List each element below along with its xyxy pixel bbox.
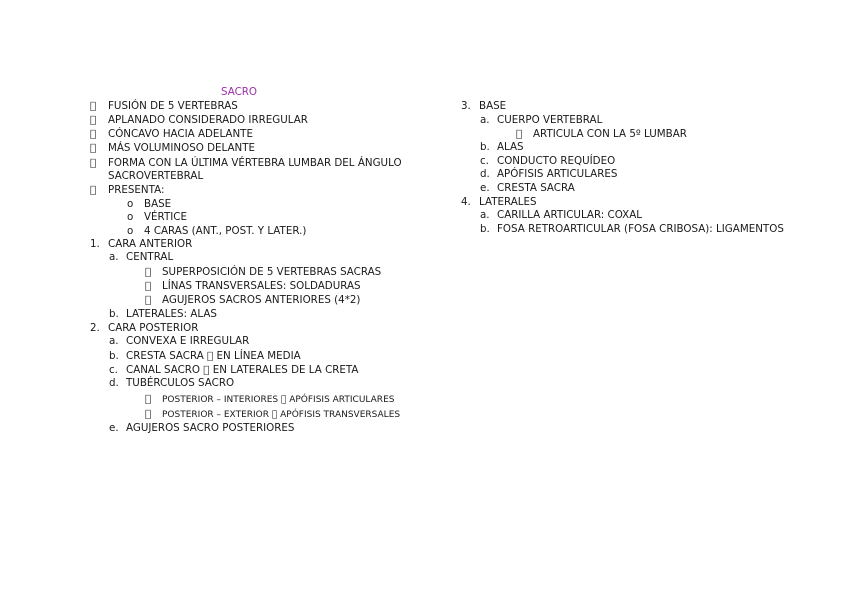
item-text: CRESTA SACRA xyxy=(497,182,575,194)
circle-marker: o xyxy=(127,198,134,210)
bullet-marker xyxy=(90,114,96,126)
item-letter: b. xyxy=(109,308,119,320)
sub-item-text: SUPERPOSICIÓN DE 5 VERTEBRAS SACRAS xyxy=(162,266,382,278)
circle-marker: o xyxy=(127,211,134,223)
bullet-marker xyxy=(145,408,151,420)
circle-marker: o xyxy=(127,225,134,237)
bullet-marker xyxy=(145,280,151,292)
sub-item-text: POSTERIOR – EXTERIOR APÓFISIS TRANSVERSALES xyxy=(162,410,392,420)
item-letter: a. xyxy=(480,114,490,126)
section-number: 1. xyxy=(90,238,100,250)
bullet-marker xyxy=(145,393,151,405)
item-letter: e. xyxy=(109,422,119,434)
presenta-item: BASE xyxy=(144,198,172,210)
item-letter: d. xyxy=(480,168,490,180)
presenta-item: 4 CARAS (ANT., POST. Y LATER.) xyxy=(144,225,307,237)
item-text: TUBÉRCULOS SACRO xyxy=(126,377,235,389)
item-text: CARILLA ARTICULAR: COXAL xyxy=(497,209,643,221)
sub-item-text: POSTERIOR – INTERIORES APÓFISIS ARTICULARES xyxy=(162,395,387,405)
bullet-marker xyxy=(90,184,96,196)
item-letter: e. xyxy=(480,182,490,194)
presenta-item: VÉRTICE xyxy=(144,211,187,223)
document-title: SACRO xyxy=(221,86,258,98)
item-text: APÓFISIS ARTICULARES xyxy=(497,168,618,180)
item-letter: a. xyxy=(109,335,119,347)
bullet-marker xyxy=(90,157,96,169)
sub-item-text: ARTICULA CON LA 5º LUMBAR xyxy=(533,128,687,140)
section-number: 3. xyxy=(461,100,471,112)
bullet-text: APLANADO CONSIDERADO IRREGULAR xyxy=(108,114,308,126)
bullet-text: CÓNCAVO HACIA ADELANTE xyxy=(108,128,253,140)
item-text: ALAS xyxy=(497,141,524,153)
item-text: CONVEXA E IRREGULAR xyxy=(126,335,250,347)
bullet-marker xyxy=(90,142,96,154)
bullet-marker xyxy=(90,128,96,140)
section-number: 2. xyxy=(90,322,100,334)
bullet-marker xyxy=(145,294,151,306)
item-letter: a. xyxy=(480,209,490,221)
section-heading: LATERALES xyxy=(479,196,537,208)
item-letter: b. xyxy=(109,350,119,362)
section-heading: BASE xyxy=(479,100,507,112)
bullet-marker xyxy=(90,100,96,112)
item-letter: c. xyxy=(480,155,489,167)
item-text: FOSA RETROARTICULAR (FOSA CRIBOSA): LIGAMENTOS xyxy=(497,223,784,235)
bullet-marker xyxy=(145,266,151,278)
item-text: CONDUCTO REQUÍDEO xyxy=(497,155,616,167)
bullet-text: MÁS VOLUMINOSO DELANTE xyxy=(108,142,256,154)
item-text: CANAL SACRO EN LATERALES DE LA CRETA xyxy=(126,364,350,376)
section-number: 4. xyxy=(461,196,471,208)
section-heading: CARA ANTERIOR xyxy=(108,238,193,250)
item-text: LATERALES: ALAS xyxy=(126,308,217,320)
bullet-text: FUSIÓN DE 5 VERTEBRAS xyxy=(108,100,238,112)
item-text: AGUJEROS SACRO POSTERIORES xyxy=(126,422,295,434)
bullet-marker xyxy=(516,128,522,140)
sub-item-text: LÍNAS TRANSVERSALES: SOLDADURAS xyxy=(162,280,361,292)
item-letter: a. xyxy=(109,251,119,263)
item-text: CRESTA SACRA EN LÍNEA MEDIA xyxy=(126,350,292,362)
bullet-text: FORMA CON LA ÚLTIMA VÉRTEBRA LUMBAR DEL ÁNGULO xyxy=(108,157,402,169)
bullet-text: PRESENTA: xyxy=(108,184,165,196)
bullet-text-continued: SACROVERTEBRAL xyxy=(108,170,204,182)
item-letter: b. xyxy=(480,141,490,153)
item-letter: d. xyxy=(109,377,119,389)
item-letter: b. xyxy=(480,223,490,235)
item-text: CENTRAL xyxy=(126,251,174,263)
sub-item-text: AGUJEROS SACROS ANTERIORES (4*2) xyxy=(162,294,361,306)
item-text: CUERPO VERTEBRAL xyxy=(497,114,603,126)
item-letter: c. xyxy=(109,364,118,376)
section-heading: CARA POSTERIOR xyxy=(108,322,199,334)
